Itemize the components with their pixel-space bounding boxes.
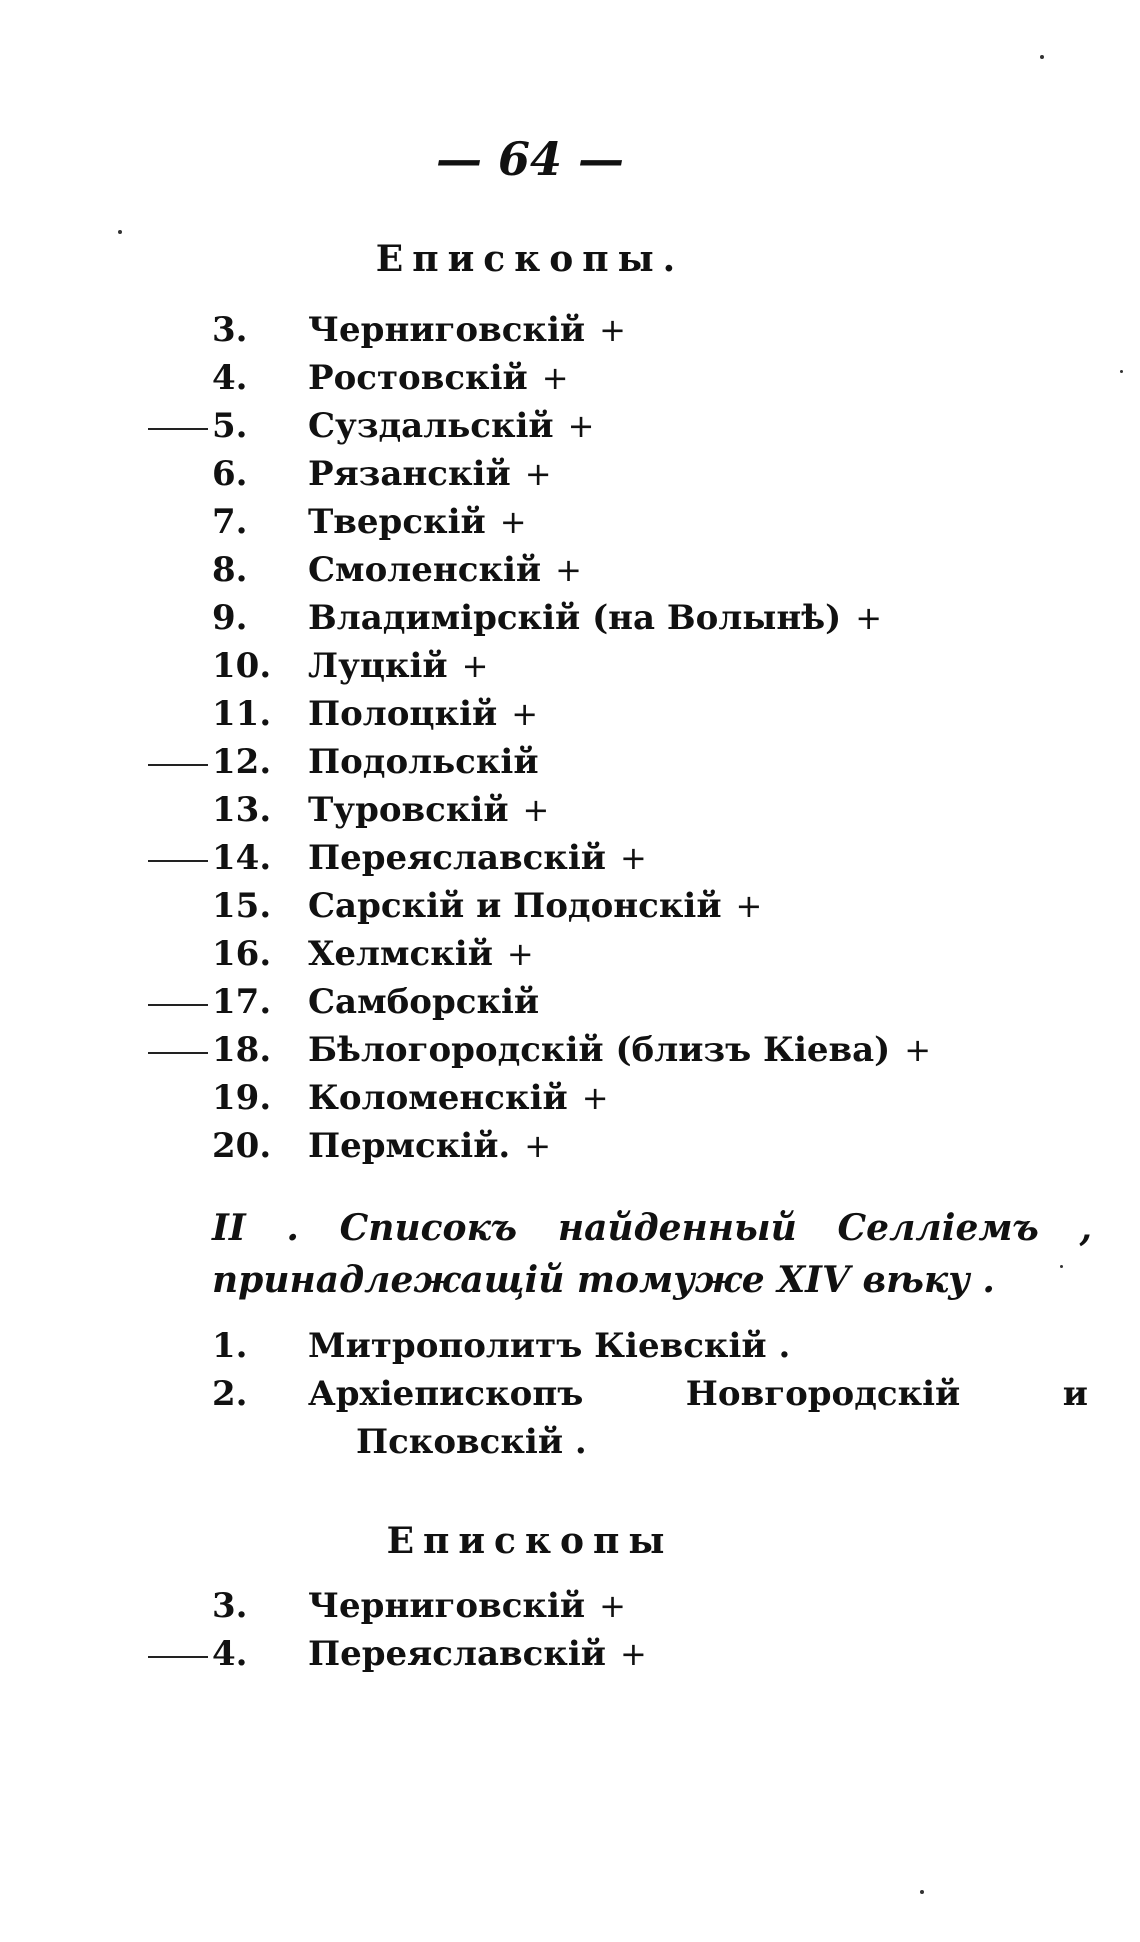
handwritten-cross-mark: + [567,407,595,445]
scan-speck [118,230,122,234]
handwritten-cross-mark: + [599,1587,626,1625]
item-name-text: Переяславскій [308,1634,606,1674]
item-number: 19. [212,1078,272,1118]
section-heading-bishops: Епископы. [375,238,685,280]
scan-speck [1060,1265,1063,1268]
item-name [308,454,552,494]
item-number: 3. [212,310,248,350]
handwritten-cross-mark: + [619,839,647,877]
scan-speck [1040,55,1044,59]
item-name-text: Коломенскій [308,1078,568,1118]
item-number: 1. [212,1326,248,1366]
item-number: 7. [212,502,248,542]
item-number: 10. [212,646,272,686]
handwritten-cross-mark: + [499,503,527,541]
item-name [308,742,539,782]
handwritten-cross-mark: + [506,935,534,973]
item-name [308,1126,551,1166]
item-name-text: Смоленскій [308,550,542,590]
handwritten-cross-mark: + [904,1031,932,1069]
item-number: 18. [212,1030,272,1070]
item-name [308,694,538,734]
handwritten-cross-mark: + [855,599,883,637]
item-number: 14. [212,838,272,878]
item-number: 4. [212,358,248,398]
item-number: 6. [212,454,248,494]
item-number: 13. [212,790,272,830]
list-item [0,1326,1140,1374]
item-number: 5. [212,406,248,446]
item-name-text: Пермскій. [308,1126,511,1166]
item-name-text: Туровскій [308,790,509,830]
margin-dash-mark [148,428,208,430]
item-name-text: Черниговскій [308,310,586,350]
item-name [308,838,647,878]
item-name: Митрополитъ Кіевскій . [308,1326,791,1366]
item-number: 2. [212,1374,248,1414]
item-name [308,310,626,350]
item-name [308,1586,626,1626]
scan-speck [1120,370,1123,373]
item-name-text: Черниговскій [308,1586,586,1626]
item-number: 8. [212,550,248,590]
metropolitans-list [0,1326,1140,1470]
item-name-text: Подольскій [308,742,539,782]
handwritten-cross-mark: + [522,791,550,829]
subtitle-line-2: принадлежащій томуже XIV вѣку . [212,1259,995,1301]
item-name [308,790,549,830]
item-name-text: Ростовскій [308,358,528,398]
item-name-text: Хелмскій [308,934,493,974]
page-number: — 64 — [435,132,625,186]
item-number: 16. [212,934,272,974]
handwritten-cross-mark: + [581,1079,609,1117]
handwritten-cross-mark: + [735,887,763,925]
item-name-text: Сарскій и Подонскій [308,886,722,926]
handwritten-cross-mark: + [511,695,539,733]
handwritten-cross-mark: + [524,455,552,493]
item-number: 20. [212,1126,272,1166]
handwritten-cross-mark: + [555,551,582,589]
item-number: 4. [212,1634,248,1674]
item-name-text: Луцкій [308,646,448,686]
margin-dash-mark [148,1052,208,1054]
item-name-text: Самборскій [308,982,540,1022]
item-name [308,934,534,974]
margin-dash-mark [148,1004,208,1006]
item-name-text: Рязанскій [308,454,511,494]
item-number: 3. [212,1586,248,1626]
margin-dash-mark [148,764,208,766]
item-name [308,982,539,1022]
item-number: 15. [212,886,272,926]
item-name [308,646,488,686]
item-name: Архіепископъ Новгородскій и [308,1374,1088,1414]
handwritten-cross-mark: + [619,1635,647,1673]
item-name-text: Переяславскій [308,838,606,878]
item-number: 12. [212,742,272,782]
handwritten-cross-mark: + [461,647,489,685]
item-name-text: Тверскій [308,502,486,542]
subtitle-line-1: II . Списокъ найденный Селліемъ , [212,1207,1092,1249]
item-name-text: Владимірскій (на Волынѣ) [308,598,842,638]
list-item [0,1374,1140,1470]
item-name [308,886,762,926]
handwritten-cross-mark: + [524,1127,552,1165]
item-name [308,502,527,542]
item-name-text: Суздальскій [308,406,554,446]
item-name [308,1634,647,1674]
item-name [308,1078,609,1118]
item-name [308,550,582,590]
item-number: 9. [212,598,248,638]
item-name [308,406,594,446]
item-name [308,1030,931,1070]
list-subtitle [212,1202,1092,1306]
section-heading-bishops-2: Епископы [386,1520,674,1562]
item-number: 17. [212,982,272,1022]
item-name-text: Полоцкій [308,694,498,734]
item-name [308,598,882,638]
margin-dash-mark [148,1656,208,1658]
scan-speck [920,1890,924,1894]
handwritten-cross-mark: + [599,311,626,349]
item-name-continuation: Псковскій . [356,1422,587,1462]
margin-dash-mark [148,860,208,862]
item-number: 11. [212,694,272,734]
handwritten-cross-mark: + [541,359,569,397]
item-name [308,358,569,398]
item-name-text: Бѣлогородскій (близъ Кіева) [308,1030,891,1070]
